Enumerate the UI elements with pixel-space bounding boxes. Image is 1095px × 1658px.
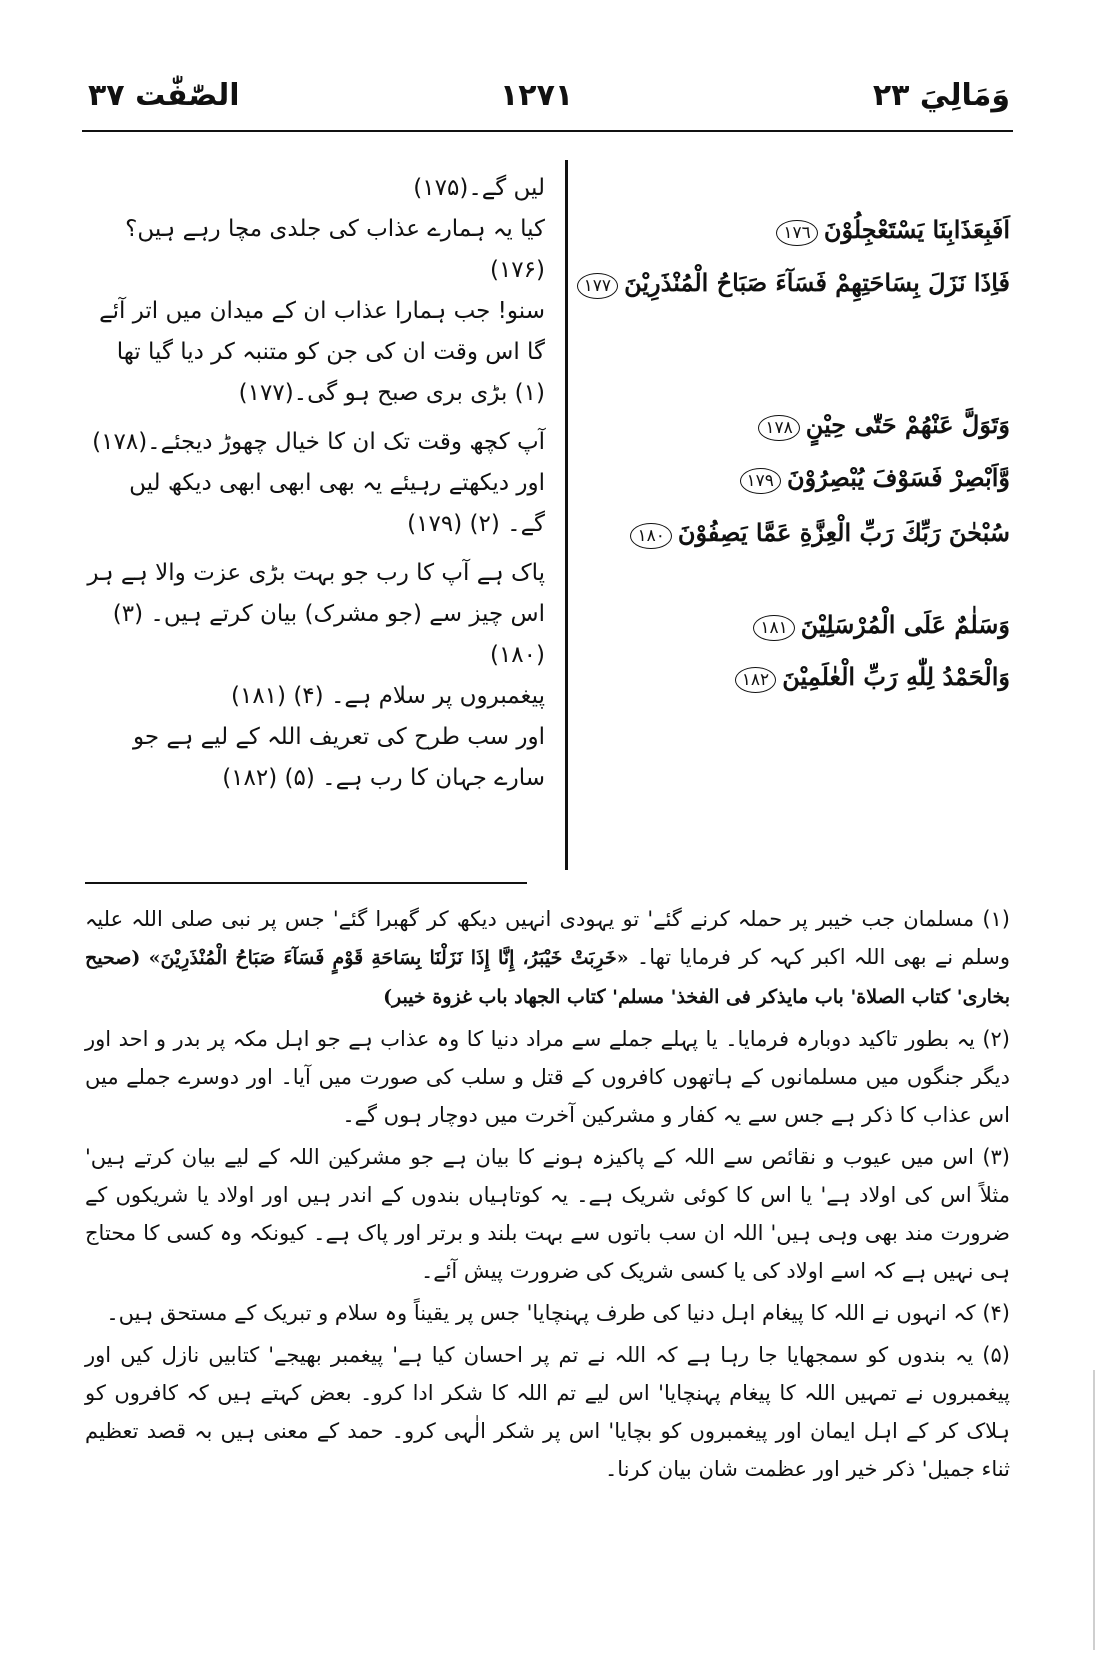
ayah-number-marker: ١٧٦ <box>776 220 817 246</box>
translation-line: پیغمبروں پر سلام ہے۔ (۴) (۱۸۱) <box>230 683 545 709</box>
ayah-178 <box>590 410 1010 441</box>
ayah-number-marker: ١٨٢ <box>735 667 776 693</box>
footnote-5: (۵) یہ بندوں کو سمجھایا جا رہا ہے کہ اللہ نے تم پر احسان کیا ہے' پیغمبر بھیجے' کتابیں نازل کیں اور پیغمبروں نے تمہیں اللہ کا پیغام پہنچایا' اس لیے تم اللہ کا شکر ادا کرو۔ بعض کہتے ہیں کہ کافروں کو ہلاک کر کے اہل ایمان اور پیغمبروں کو بچایا' اس پر شکر الٰہی کرو۔ حمد کے معنی ہیں بہ قصد تعظیم ثناء جمیل' ذکر خیر اور عظمت شان بیان کرنا۔ <box>85 1343 1010 1481</box>
ayah-180 <box>590 518 1010 549</box>
footnote-1-arabic: «خَرِبَتْ خَيْبَرُ، إِنَّا إِذَا نَزَلْنَا بِسَاحَةِ قَوْمٍ فَسَآءَ صَبَاحُ الْمُنْذَرِيْنَ» <box>148 947 629 969</box>
footnote-1-reference: (صحيح بخاری' كتاب الصلاة' باب مايذكر فى الفخذ' مسلم' كتاب الجهاد باب غزوة خيبر) <box>85 947 1010 1008</box>
footnotes <box>85 900 1010 1492</box>
footnote-1-text: (۱) مسلمان جب خیبر پر حملہ کرنے گئے' تو یہودی انہیں دیکھ کر گھبرا گئے' جس پر نبی صلی اللہ علیہ وسلم نے بھی اللہ اکبر کہہ کر فرمایا تھا۔ <box>85 907 1010 969</box>
translation-column <box>85 168 545 799</box>
translation-line: اور دیکھتے رہیئے یہ بھی ابھی ابھی دیکھ لیں گے۔ (۲) (۱۷۹) <box>129 470 545 537</box>
ayah-text: اَفَبِعَذَابِنَا يَسْتَعْجِلُوْنَ <box>823 215 1010 244</box>
footnote-3: (۳) اس میں عیوب و نقائص سے اللہ کے پاکیزہ ہونے کا بیان ہے جو مشرکین اللہ کے لیے بیان کرتے ہیں' مثلاً اس کی اولاد ہے' یا اس کا کوئی شریک ہے۔ یہ کوتاہیاں بندوں کے اندر ہیں اور اولاد یا شریکوں کے ضرورت مند بھی وہی ہیں' اللہ ان سب باتوں سے بہت بلند و برتر اور پاک ہے۔ کیونکہ وہ کسی کا محتاج ہی نہیں ہے کہ اسے اولاد کی یا کسی شریک کی ضرورت پیش آئے۔ <box>85 1145 1010 1283</box>
ayah-number-marker: ١٧٨ <box>758 415 799 441</box>
translation-line: سنو! جب ہمارا عذاب ان کے میدان میں اتر آئے گا اس وقت ان کی جن کو متنبہ کر دیا گیا تھا (۱) بڑی بری صبح ہو گی۔(۱۷۷) <box>99 298 545 406</box>
ayah-179 <box>590 463 1010 494</box>
footnote-1 <box>85 900 1010 1016</box>
page-number: ١٢٧١ <box>500 78 574 113</box>
ayah-text: وَتَوَلَّ عَنْهُمْ حَتّٰى حِيْنٍ <box>805 410 1010 439</box>
ayah-number-marker: ١٧٩ <box>740 468 781 494</box>
column-divider <box>565 160 568 870</box>
translation-line: اور سب طرح کی تعریف اللہ کے لیے ہے جو سارے جہان کا رب ہے۔ (۵) (۱۸۲) <box>132 724 545 791</box>
translation-line: پاک ہے آپ کا رب جو بہت بڑی عزت والا ہے ہر اس چیز سے (جو مشرک) بیان کرتے ہیں۔ (۳) (۱۸۰) <box>87 560 545 668</box>
ayah-text: سُبْحٰنَ رَبِّكَ رَبِّ الْعِزَّةِ عَمَّا يَصِفُوْنَ <box>677 518 1010 547</box>
footnote-rule <box>85 882 527 884</box>
ayah-number-marker: ١٨١ <box>753 615 794 641</box>
footnote-2: (۲) یہ بطور تاکید دوبارہ فرمایا۔ یا پہلے جملے سے مراد دنیا کا وہ عذاب ہے جو اہل مکہ پر بدر و احد اور دیگر جنگوں میں مسلمانوں کے ہاتھوں کافروں کے قتل و سلب کی صورت میں آیا۔ اور دوسرے جملے میں اس عذاب کا ذکر ہے جس سے یہ کفار و مشرکین آخرت میں دوچار ہوں گے۔ <box>85 1027 1010 1127</box>
translation-line: کیا یہ ہمارے عذاب کی جلدی مچا رہے ہیں؟(۱۷۶) <box>125 216 545 283</box>
ayah-text: وَسَلٰمٌ عَلَى الْمُرْسَلِيْنَ <box>800 610 1010 639</box>
ayah-text: وَالْحَمْدُ لِلّٰهِ رَبِّ الْعٰلَمِيْنَ <box>782 662 1010 691</box>
translation-line: آپ کچھ وقت تک ان کا خیال چھوڑ دیجئے۔(۱۷۸) <box>92 429 545 455</box>
surah-title: الصّٰفّٰت ٣٧ <box>88 78 240 113</box>
juz-title: وَمَالِيَ ٢٣ <box>872 78 1010 113</box>
ayah-182 <box>590 662 1010 693</box>
header-rule <box>82 130 1013 132</box>
translation-line: لیں گے۔(۱۷۵) <box>413 175 545 201</box>
ayah-176 <box>590 215 1010 246</box>
ayah-text: فَاِذَا نَزَلَ بِسَاحَتِهِمْ فَسَآءَ صَبَاحُ الْمُنْذَرِيْنَ <box>624 268 1010 297</box>
ayah-177 <box>583 268 1010 299</box>
ayah-181 <box>590 610 1010 641</box>
footnote-4: (۴) کہ انہوں نے اللہ کا پیغام اہل دنیا کی طرف پہنچایا' جس پر یقیناً وہ سلام و تبریک کے مستحق ہیں۔ <box>106 1301 1010 1325</box>
ayah-text: وَّاَبْصِرْ فَسَوْفَ يُبْصِرُوْنَ <box>786 463 1010 492</box>
ayah-number-marker: ١٧٧ <box>577 273 618 299</box>
ayah-number-marker: ١٨٠ <box>630 523 671 549</box>
